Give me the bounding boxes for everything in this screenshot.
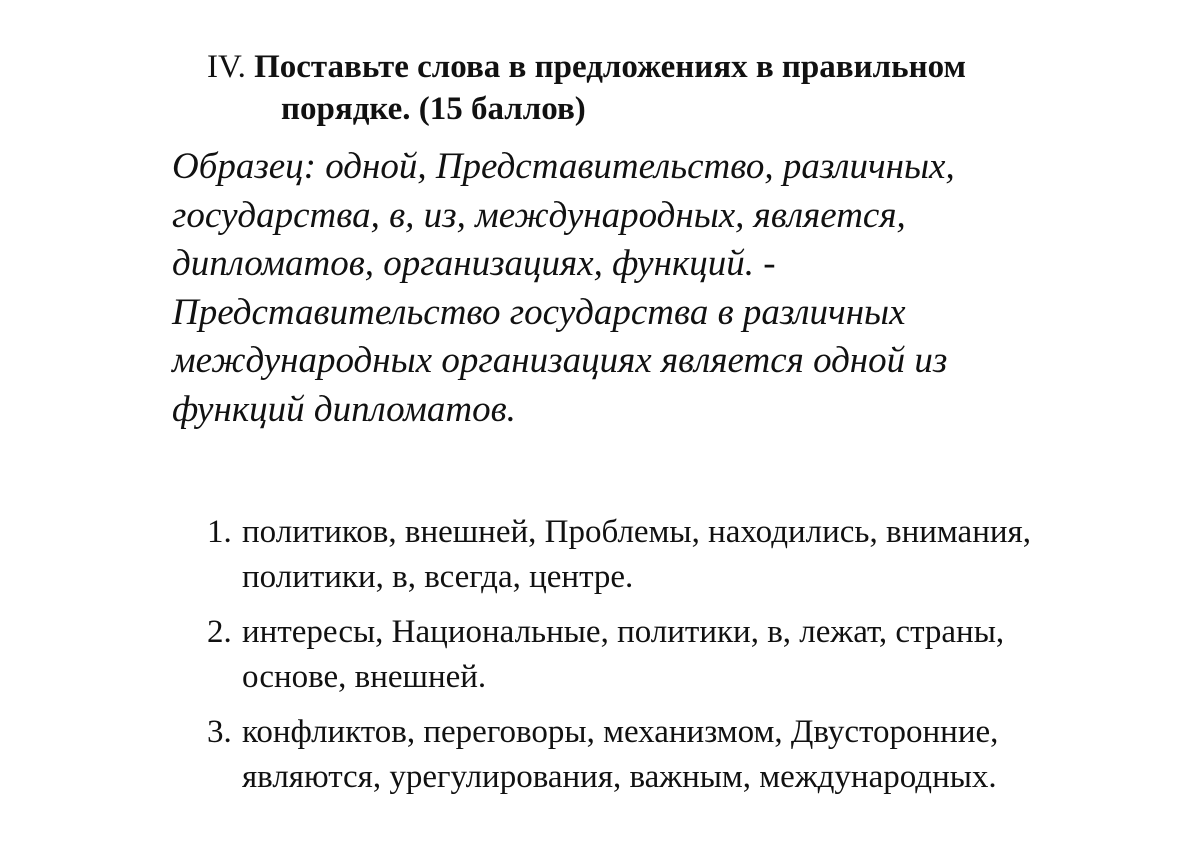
sample-line: международных организациях является одной из — [172, 340, 948, 381]
task-line: политиков, внешней, Проблемы, находились, внимания, — [242, 514, 1031, 550]
section-heading — [207, 46, 1107, 130]
section-title-line-2: порядке. (15 баллов) — [281, 91, 586, 127]
sample-line: Образец: одной, Представительство, различных, — [172, 146, 955, 187]
task-item-1 — [207, 510, 1167, 600]
section-number: IV. — [207, 49, 246, 85]
task-number: 1. — [207, 514, 232, 550]
task-item-3 — [207, 710, 1167, 800]
task-item-2 — [207, 610, 1167, 700]
sample-line: Представительство государства в различных — [172, 291, 906, 333]
sample-paragraph — [172, 143, 1072, 434]
task-line: являются, урегулирования, важным, международных. — [242, 759, 997, 795]
task-line: основе, внешней. — [242, 659, 487, 695]
task-list — [207, 510, 1167, 810]
sample-line: государства, в, из, международных, является, — [172, 194, 906, 236]
task-line: конфликтов, переговоры, механизмом, Двусторонние, — [242, 714, 999, 750]
sample-line: дипломатов, организациях, функций. - — [172, 243, 776, 284]
task-number: 3. — [207, 714, 232, 750]
task-number: 2. — [207, 614, 232, 650]
sample-line: функций дипломатов. — [172, 388, 516, 430]
section-title-line-1: Поставьте слова в предложениях в правильном — [254, 49, 966, 85]
task-line: политики, в, всегда, центре. — [242, 559, 634, 595]
task-line: интересы, Национальные, политики, в, лежат, страны, — [242, 614, 1005, 650]
